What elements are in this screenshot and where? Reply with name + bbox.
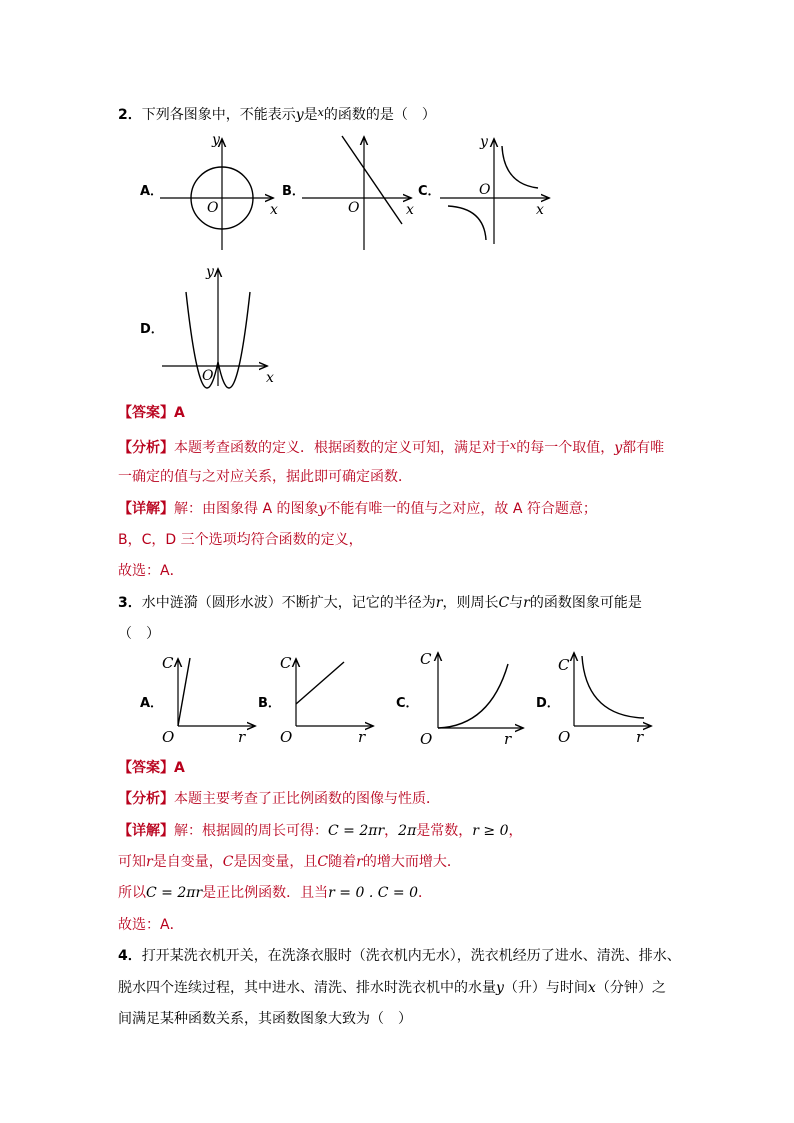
- c-label: C: [162, 654, 174, 672]
- q2-analysis-line2: 一确定的值与之对应关系，据此即可确定函数．: [118, 469, 412, 485]
- q4-stem: 4．打开某洗衣机开关，在洗涤衣服时（洗衣机内无水），洗衣机经历了进水、清洗、排水、: [118, 948, 681, 964]
- q3-detail-line3: 所以C = 2πr是正比例函数．且当r = 0 . C = 0．: [118, 885, 432, 901]
- q2-answer: 【答案】A: [118, 405, 185, 421]
- q3-conclusion: 故选：A．: [118, 917, 184, 933]
- q2-option-d-label[interactable]: D．: [140, 322, 164, 337]
- x-label: x: [536, 202, 544, 218]
- origin-label: O: [207, 200, 219, 216]
- y-label: y: [206, 264, 214, 280]
- origin-label: O: [348, 200, 360, 216]
- q3-option-a-label[interactable]: A．: [140, 696, 164, 711]
- q2-option-c-graph[interactable]: [440, 132, 564, 252]
- q3-option-d-graph[interactable]: [556, 650, 656, 750]
- q2-option-b-label[interactable]: B．: [282, 184, 305, 199]
- q3-option-a-graph[interactable]: [160, 650, 260, 750]
- origin-label: O: [162, 728, 175, 746]
- q2-detail-line2: B，C，D 三个选项均符合函数的定义，: [118, 532, 363, 548]
- q2-option-a-label[interactable]: A．: [140, 184, 164, 199]
- q2-analysis: 【分析】本题考查函数的定义．根据函数的定义可知，满足对于$^x$的每一个取值，y都有唯: [118, 439, 665, 456]
- r-label: r: [504, 730, 512, 748]
- q3-option-b-label[interactable]: B．: [258, 696, 281, 711]
- q2-option-b-graph[interactable]: [300, 132, 424, 252]
- r-label: r: [636, 728, 644, 746]
- origin-label: O: [202, 368, 214, 384]
- x-label: x: [406, 202, 414, 218]
- r-label: r: [238, 728, 246, 746]
- q3-stem-line2: （ ）: [118, 626, 160, 642]
- q2-option-d-graph[interactable]: [162, 264, 286, 388]
- q4-stem-line2: 脱水四个连续过程，其中进水、清洗、排水时洗衣机中的水量y（升）与时间x（分钟）之: [118, 980, 666, 996]
- q2-conclusion: 故选：A．: [118, 563, 184, 579]
- y-label: y: [212, 132, 220, 148]
- q3-option-c-graph[interactable]: [418, 646, 530, 750]
- origin-label: O: [280, 728, 293, 746]
- x-label: x: [266, 370, 274, 386]
- x-label: x: [270, 202, 278, 218]
- c-label: C: [420, 650, 432, 668]
- q2-option-a-graph[interactable]: [160, 132, 284, 252]
- q4-stem-line3: 间满足某种函数关系，其函数图象大致为（ ）: [118, 1011, 412, 1027]
- origin-label: O: [479, 182, 491, 198]
- y-label: y: [480, 134, 488, 150]
- q3-detail: 【详解】解：根据圆的周长可得：C = 2πr，2π是常数，r ≥ 0，: [118, 823, 523, 839]
- c-label: C: [280, 654, 292, 672]
- q3-option-d-label[interactable]: D．: [536, 696, 560, 711]
- q3-analysis: 【分析】本题主要考查了正比例函数的图像与性质．: [118, 791, 440, 807]
- r-label: r: [358, 728, 366, 746]
- c-label: C: [558, 656, 570, 674]
- q3-option-c-label[interactable]: C．: [396, 696, 419, 711]
- q3-stem: 3．水中涟漪（圆形水波）不断扩大，记它的半径为r，则周长C与r的函数图象可能是: [118, 595, 642, 611]
- origin-label: O: [420, 730, 433, 748]
- q2-option-c-label[interactable]: C．: [418, 184, 441, 199]
- origin-label: O: [558, 728, 571, 746]
- q3-detail-line2: 可知r是自变量，C是因变量，且C随着r的增大而增大．: [118, 854, 461, 870]
- q2-stem: 2．下列各图象中，不能表示y是$^x$的函数的是（ ）: [118, 106, 436, 123]
- q3-answer: 【答案】A: [118, 760, 185, 776]
- q2-detail: 【详解】解：由图象得 A 的图象y不能有唯一的值与之对应，故 A 符合题意；: [118, 501, 597, 517]
- q3-option-b-graph[interactable]: [278, 650, 378, 750]
